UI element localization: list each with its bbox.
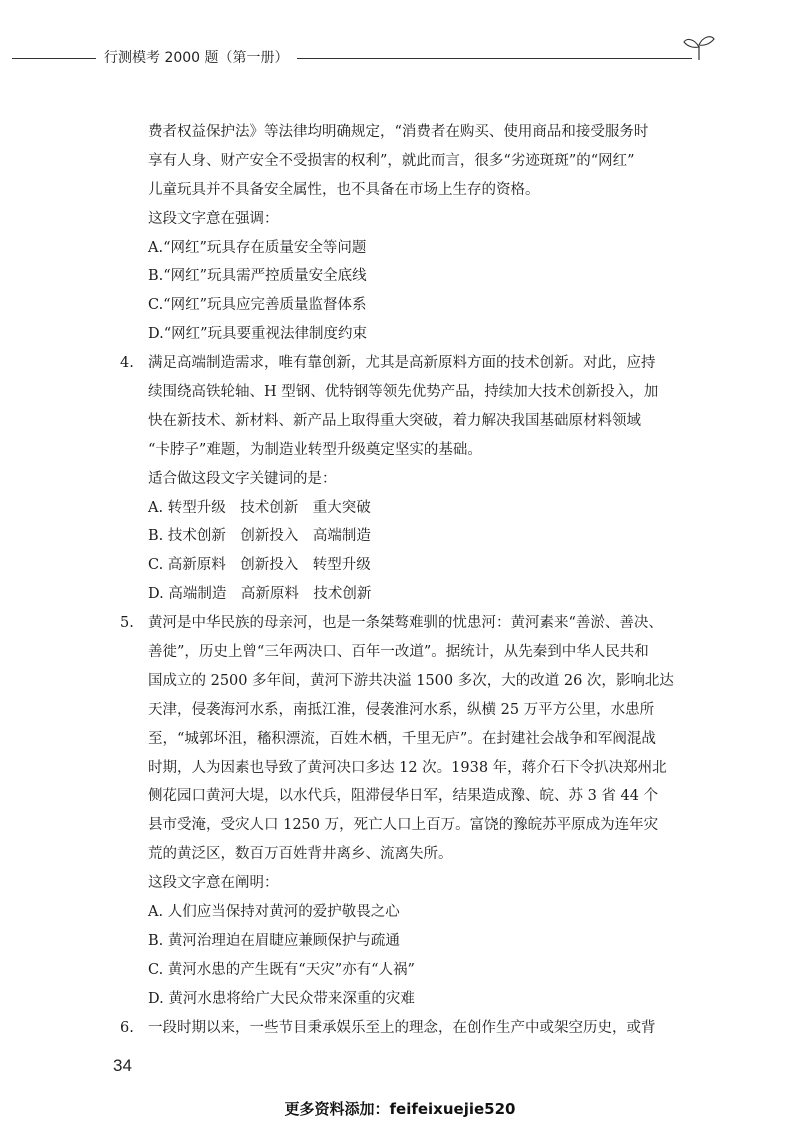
paragraph-line: 费者权益保护法》等法律均明确规定，“消费者在购买、使用商品和接受服务时 [148,124,649,140]
paragraph-line: 县市受淹，受灾人口 1250 万，死亡人口上百万。富饶的豫皖苏平原成为连年灾 [148,817,659,834]
question-prompt: 这段文字意在强调： [148,210,279,227]
question-4-line: 4. 满足高端制造需求，唯有靠创新，尤其是高新原料方面的技术创新。对此，应持 [120,349,720,378]
paragraph-line: 善徙”，历史上曾“三年两决口、百年一改道”。据统计，从先秦到中华人民共和 [148,644,649,661]
question-prompt: 这段文字意在阐明： [148,875,279,892]
sprout-icon [682,32,716,62]
running-header-title: 行测模考 2000 题（第一册） [96,47,297,67]
paragraph-line: 天津，侵袭海河水系，南抵江淮，侵袭淮河水系，纵横 25 万平方公里，水患所 [148,701,655,718]
paragraph-line: 快在新技术、新材料、新产品上取得重大突破，着力解决我国基础原材料领域 [148,412,641,429]
answer-option: B.“网红”玩具需严控质量安全底线 [148,268,367,285]
question-6-line: 6. 一段时期以来，一些节目秉承娱乐至上的理念，在创作生产中或架空历史，或背 [120,1014,720,1043]
question-number: 5. [120,615,134,632]
paragraph-line: 侧花园口黄河大堤，以水代兵，阻滞侵华日军，结果造成豫、皖、苏 3 省 44 个 [148,788,659,805]
question-number: 6. [120,1019,134,1036]
paragraph-line: 时期，人为因素也导致了黄河决口多达 12 次。1938 年，蒋介石下令扒决郑州北 [148,759,667,776]
question-number: 4. [120,355,134,372]
answer-option: D. 黄河水患将给广大民众带来深重的灾难 [148,990,415,1007]
answer-option: B. 技术创新 创新投入 高端制造 [148,528,371,545]
question-5-line: 5. 黄河是中华民族的母亲河，也是一条桀骜难驯的忧患河：黄河素来“善淤、善决、 [120,609,720,638]
answer-option: C. 黄河水患的产生既有“天灾”亦有“人祸” [148,961,415,978]
paragraph-line: 国成立的 2500 多年间，黄河下游共决溢 1500 多次，大的改道 26 次，影响北达 [148,672,674,689]
paragraph-line: 续围绕高铁轮轴、H 型钢、优特钢等领先优势产品，持续加大技术创新投入，加 [148,384,659,401]
paragraph-line: “卡脖子”难题，为制造业转型升级奠定坚实的基础。 [148,441,482,458]
answer-option: A. 转型升级 技术创新 重大突破 [148,499,371,516]
answer-option: D. 高端制造 高新原料 技术创新 [148,586,372,603]
paragraph-line: 荒的黄泛区，数百万百姓背井离乡、流离失所。 [148,846,453,863]
answer-option: B. 黄河治理迫在眉睫应兼顾保护与疏通 [148,932,400,949]
page-body [120,118,720,1043]
answer-option: D.“网红”玩具要重视法律制度约束 [148,326,368,343]
answer-option: C.“网红”玩具应完善质量监督体系 [148,297,367,314]
question-prompt: 适合做这段文字关键词的是： [148,470,337,487]
paragraph-line: 至，“城郭坏沮，稸积漂流，百姓木栖，千里无庐”。在封建社会战争和军阀混战 [148,730,656,747]
answer-option: A. 人们应当保持对黄河的爱护敬畏之心 [148,904,400,921]
footer-promo-text: 更多资料添加：feifeixuejie520 [284,1100,516,1118]
answer-option: A.“网红”玩具存在质量安全等问题 [148,239,367,256]
paragraph-line: 享有人身、财产安全不受损害的权利”，就此而言，很多“劣迹斑斑”的“网红” [148,152,635,169]
paragraph-line: 儿童玩具并不具备安全属性，也不具备在市场上生存的资格。 [148,181,540,198]
page-number: 34 [113,1056,132,1075]
answer-option: C. 高新原料 创新投入 转型升级 [148,557,371,574]
